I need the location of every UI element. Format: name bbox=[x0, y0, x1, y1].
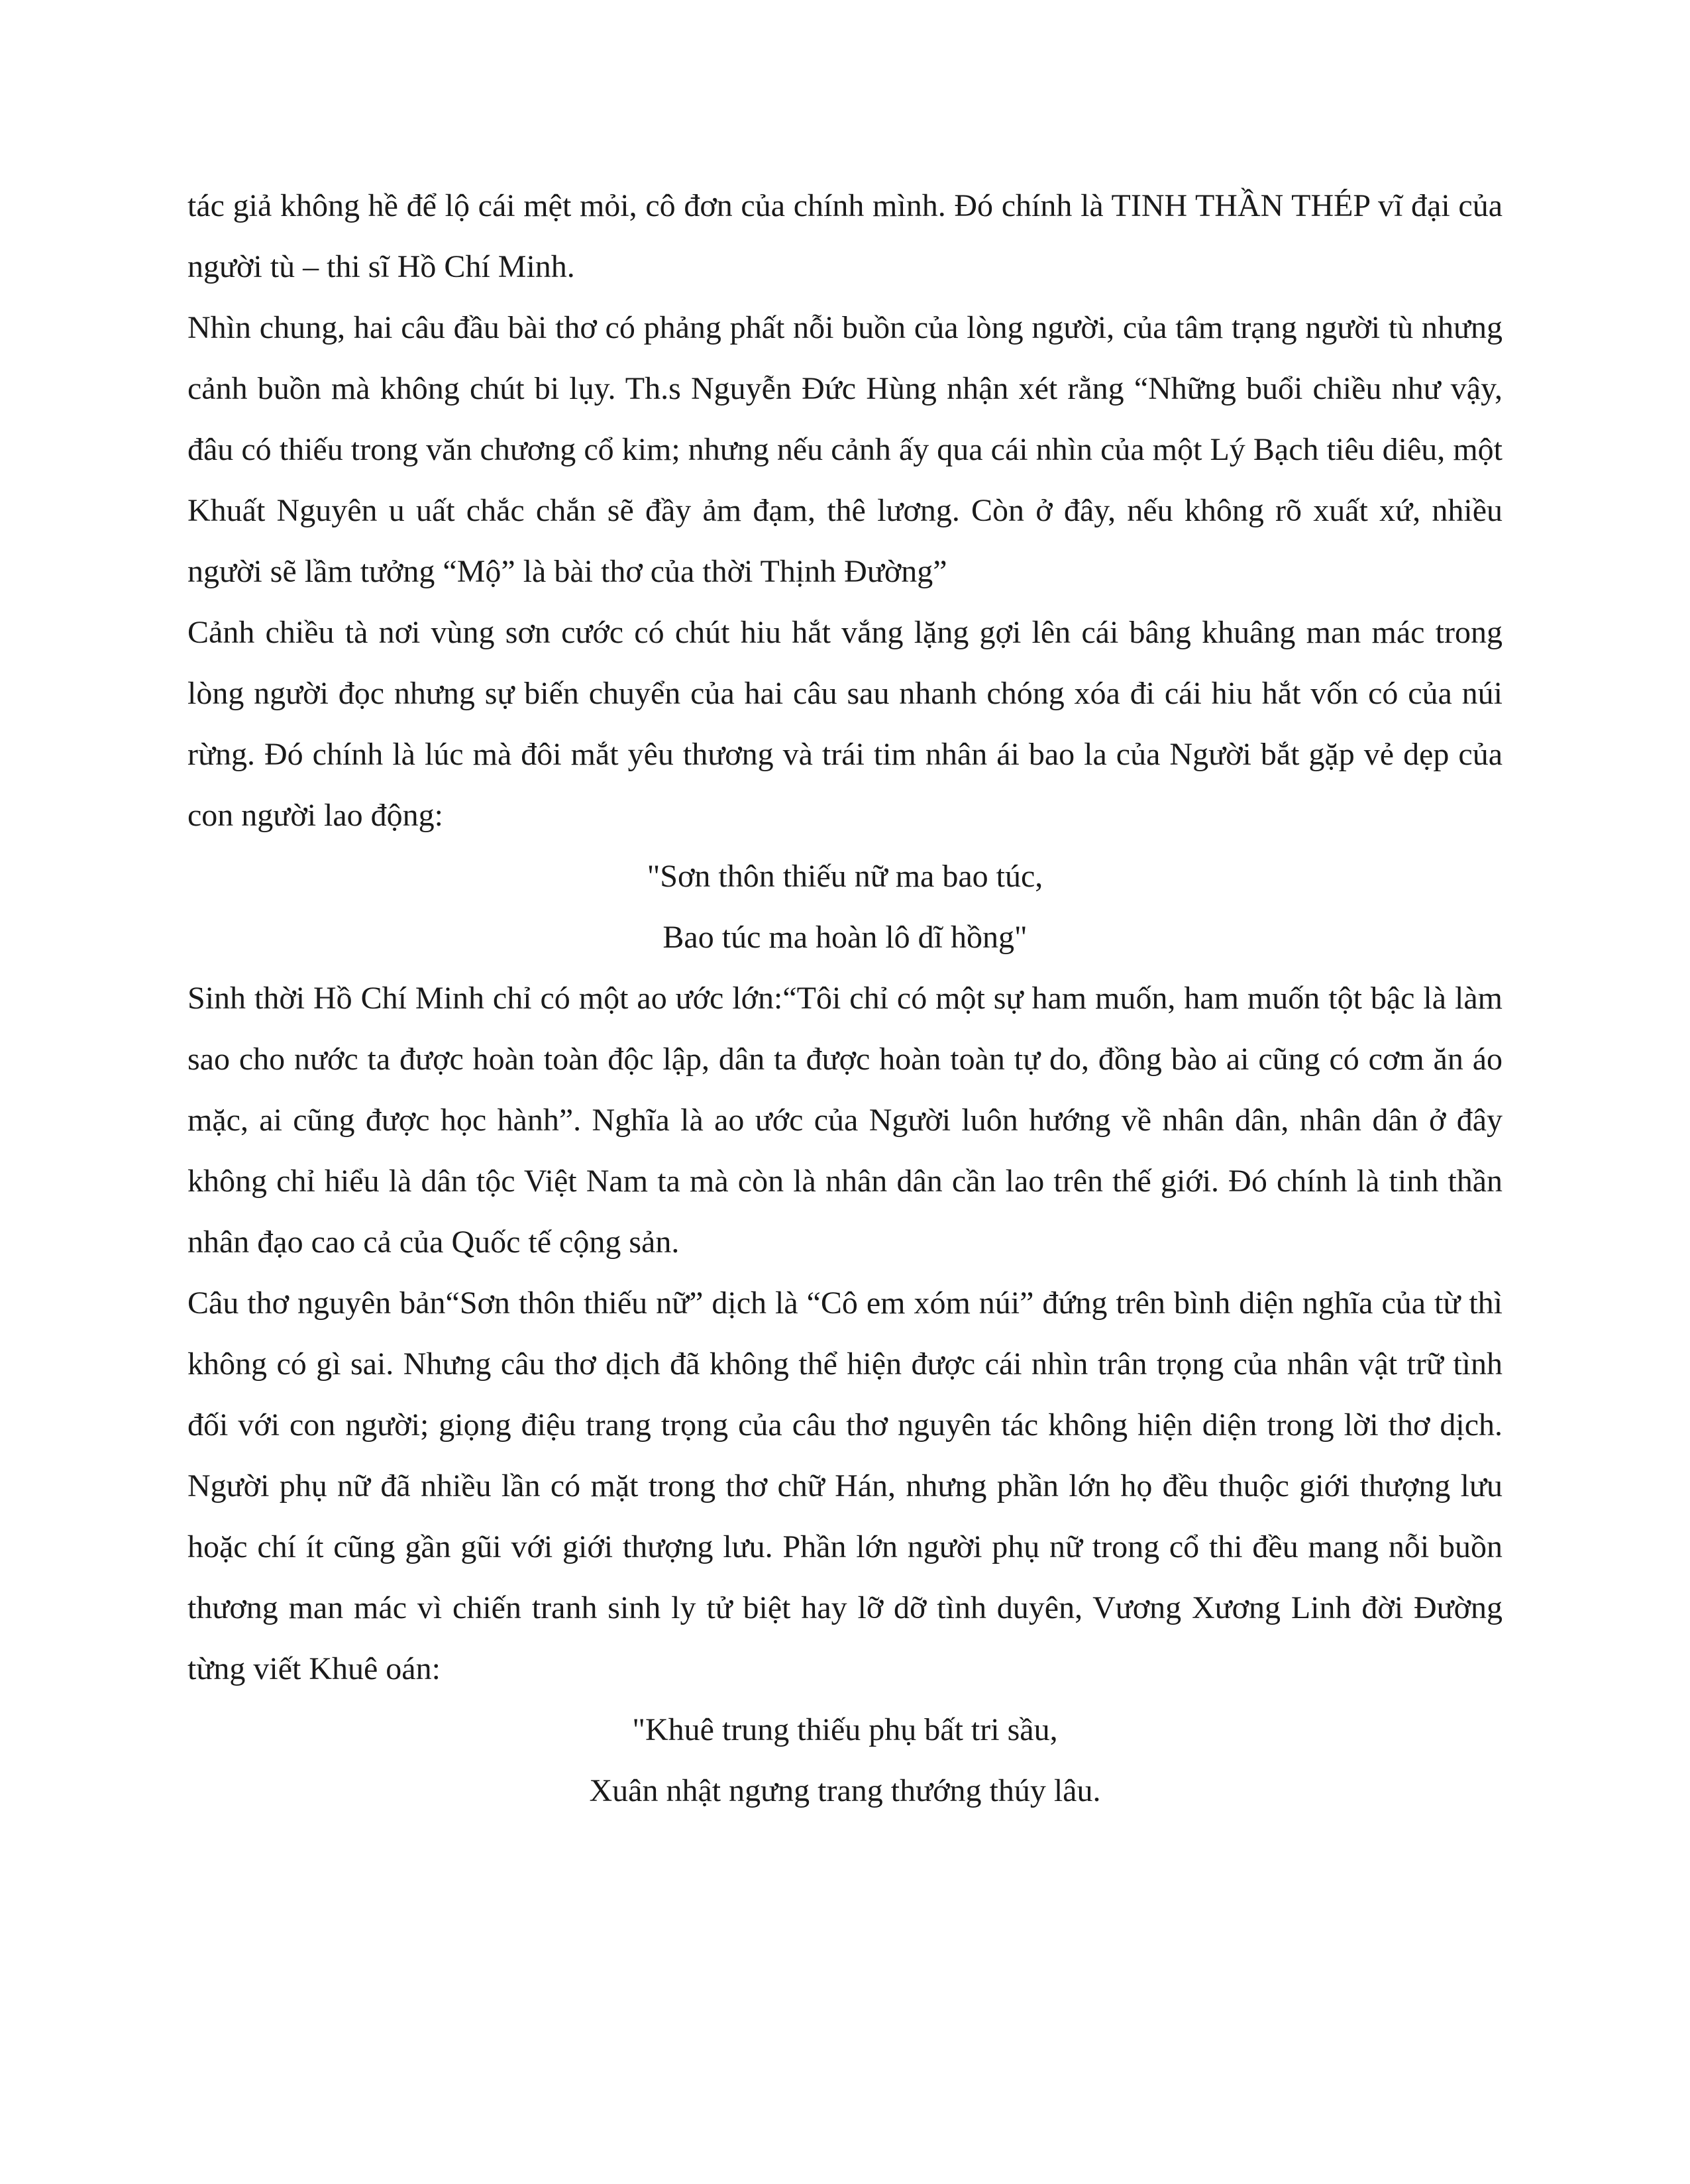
paragraph-3: Cảnh chiều tà nơi vùng sơn cước có chút hiu hắt vắng lặng gợi lên cái bâng khuâng man mác trong lòng người đọc nhưng sự biến chuyển của hai câu sau nhanh chóng xóa đi cái hiu hắt vốn có của núi rừng. Đó chính là lúc mà đôi mắt yêu thương và trái tim nhân ái bao la của Người bắt gặp vẻ dẹp của con người lao động: bbox=[187, 615, 1503, 833]
paragraph-4: Sinh thời Hồ Chí Minh chỉ có một ao ước lớn:“Tôi chỉ có một sự ham muốn, ham muốn tột bậc là làm sao cho nước ta được hoàn toàn độc lập, dân ta được hoàn toàn tự do, đồng bào ai cũng có cơm ăn áo mặc, ai cũng được học hành”. Nghĩa là ao ước của Người luôn hướng về nhân dân, nhân dân ở đây không chỉ hiểu là dân tộc Việt Nam ta mà còn là nhân dân cần lao trên thế giới. Đó chính là tinh thần nhân đạo cao cả của Quốc tế cộng sản. bbox=[187, 981, 1503, 1260]
paragraph-2: Nhìn chung, hai câu đầu bài thơ có phảng phất nỗi buồn của lòng người, của tâm trạng người tù nhưng cảnh buồn mà không chút bi lụy. Th.s Nguyễn Đức Hùng nhận xét rằng “Những buổi chiều như vậy, đâu có thiếu trong văn chương cổ kim; nhưng nếu cảnh ấy qua cái nhìn của một Lý Bạch tiêu diêu, một Khuất Nguyên u uất chắc chắn sẽ đầy ảm đạm, thê lương. Còn ở đây, nếu không rõ xuất xứ, nhiều người sẽ lầm tưởng “Mộ” là bài thơ của thời Thịnh Đường” bbox=[187, 310, 1503, 589]
verse-1 bbox=[187, 846, 1503, 968]
verse-2-line-1: "Khuê trung thiếu phụ bất tri sầu, bbox=[632, 1712, 1058, 1747]
document-body bbox=[187, 176, 1503, 1822]
verse-2 bbox=[187, 1700, 1503, 1822]
verse-1-line-1: "Sơn thôn thiếu nữ ma bao túc, bbox=[647, 859, 1043, 894]
paragraph-5: Câu thơ nguyên bản“Sơn thôn thiếu nữ” dịch là “Cô em xóm núi” đứng trên bình diện nghĩa của từ thì không có gì sai. Nhưng câu thơ dịch đã không thể hiện được cái nhìn trân trọng của nhân vật trữ tình đối với con người; giọng điệu trang trọng của câu thơ nguyên tác không hiện diện trong lời thơ dịch. Người phụ nữ đã nhiều lần có mặt trong thơ chữ Hán, nhưng phần lớn họ đều thuộc giới thượng lưu hoặc chí ít cũng gần gũi với giới thượng lưu. Phần lớn người phụ nữ trong cổ thi đều mang nỗi buồn thương man mác vì chiến tranh sinh ly tử biệt hay lỡ dỡ tình duyên, Vương Xương Linh đời Đường từng viết Khuê oán: bbox=[187, 1285, 1503, 1686]
verse-1-line-2: Bao túc ma hoàn lô dĩ hồng" bbox=[662, 920, 1028, 955]
verse-2-line-2: Xuân nhật ngưng trang thướng thúy lâu. bbox=[589, 1773, 1101, 1808]
paragraph-1: tác giả không hề để lộ cái mệt mỏi, cô đơn của chính mình. Đó chính là TINH THẦN THÉP vĩ đại của người tù – thi sĩ Hồ Chí Minh. bbox=[187, 188, 1503, 284]
